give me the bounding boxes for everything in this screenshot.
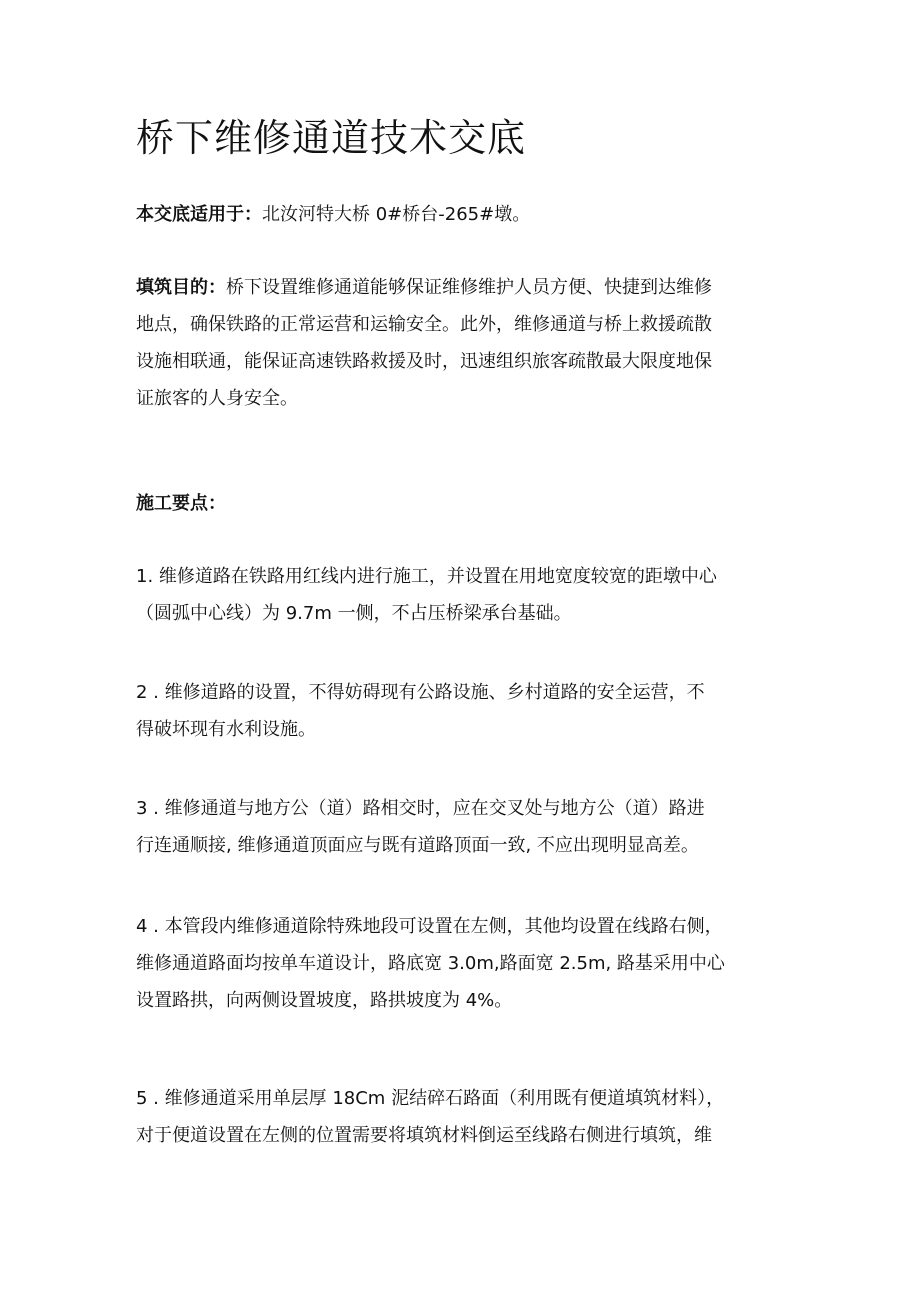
point-line: （圆弧中心线）为 9.7m 一侧，不占压桥梁承台基础。 [136,603,572,624]
point-line: 2 . 维修道路的设置，不得妨碍现有公路设施、乡村道路的安全运营，不 [136,682,705,703]
scope-label: 本交底适用于： [136,204,262,225]
point-4-paragraph [136,908,786,1019]
point-line: 1. 维修道路在铁路用红线内进行施工，并设置在用地宽度较宽的距墩中心 [136,566,717,587]
point-line: 对于便道设置在左侧的位置需要将填筑材料倒运至线路右侧进行填筑，维 [136,1125,712,1146]
point-1-paragraph [136,558,786,632]
purpose-line-text: 桥下设置维修通道能够保证维修维护人员方便、快捷到达维修 [226,277,712,298]
scope-paragraph [136,196,786,233]
point-2-paragraph [136,674,786,748]
points-heading: 施工要点： [136,493,226,514]
point-line: 3 . 维修通道与地方公（道）路相交时，应在交叉处与地方公（道）路进 [136,798,705,819]
point-line: 4 . 本管段内维修通道除特殊地段可设置在左侧，其他均设置在线路右侧， [136,916,723,937]
point-line: 行连通顺接, 维修通道顶面应与既有道路顶面一致, 不应出现明显高差。 [136,835,699,856]
purpose-line: 地点，确保铁路的正常运营和运输安全。此外，维修通道与桥上救援疏散 [136,314,712,335]
purpose-line [136,269,786,306]
point-line: 设置路拱，向两侧设置坡度，路拱坡度为 4%。 [136,990,513,1011]
purpose-label: 填筑目的： [136,277,226,298]
point-5-paragraph [136,1080,786,1154]
point-line: 得破坏现有水利设施。 [136,719,316,740]
purpose-paragraph [136,269,786,417]
purpose-line: 证旅客的人身安全。 [136,388,298,409]
purpose-line: 设施相联通，能保证高速铁路救援及时，迅速组织旅客疏散最大限度地保 [136,351,712,372]
document-title: 桥下维修通道技术交底 [136,116,527,160]
point-line: 维修通道路面均按单车道设计，路底宽 3.0m,路面宽 2.5m, 路基采用中心 [136,953,725,974]
scope-text: 北汝河特大桥 0#桥台-265#墩。 [262,204,531,225]
point-3-paragraph [136,790,786,864]
point-line: 5 . 维修通道采用单层厚 18Cm 泥结碎石路面（利用既有便道填筑材料）， [136,1088,725,1109]
